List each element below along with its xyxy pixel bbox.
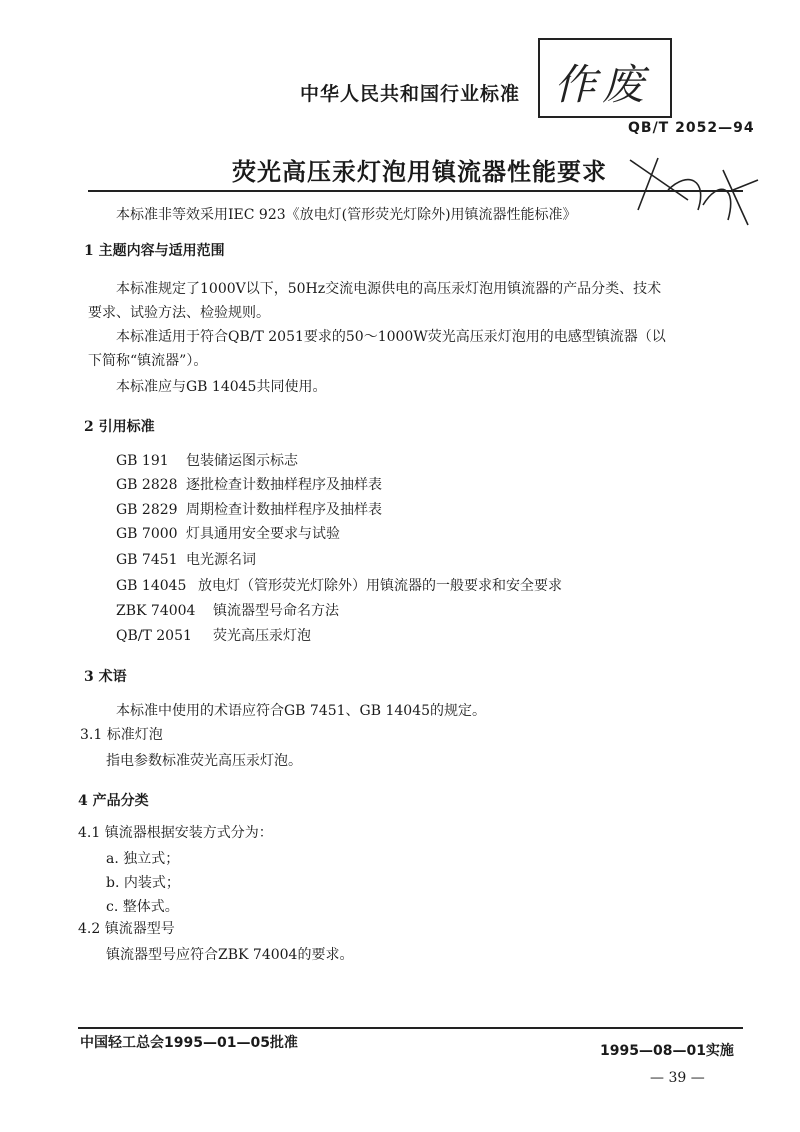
reference-title: 电光源名词 [186,552,256,568]
reference-code: QB/T 2051 [116,628,192,644]
standard-code: QB/T 2052—94 [628,120,755,136]
standard-category-title: 中华人民共和国行业标准 [300,83,521,105]
reference-title: 灯具通用安全要求与试验 [186,526,340,542]
section-3-1-heading: 3.1 标准灯泡 [80,727,163,743]
reference-item [116,625,311,645]
approval-date: 中国轻工总会1995—01—05批准 [80,1035,298,1051]
reference-item [116,549,256,569]
section-1-paragraph: 本标准应与GB 14045共同使用。 [116,379,327,395]
reference-title: 逐批检查计数抽样程序及抽样表 [186,477,382,493]
section-4-2-paragraph: 镇流器型号应符合ZBK 74004的要求。 [106,947,354,963]
reference-code: GB 191 [116,453,169,469]
stamp-text: 作废 [554,60,651,109]
reference-code: GB 14045 [116,578,187,594]
document-title: 荧光高压汞灯泡用镇流器性能要求 [232,158,607,186]
section-1-paragraph-cont: 下简称“镇流器”）。 [88,353,208,369]
reference-item [116,523,340,543]
section-1-heading: 1 主题内容与适用范围 [84,243,225,259]
reference-code: GB 7451 [116,552,178,568]
reference-item [116,575,562,595]
list-item: c. 整体式。 [106,899,179,915]
void-stamp [538,38,672,118]
section-1-paragraph: 本标准规定了1000V以下，50Hz交流电源供电的高压汞灯泡用镇流器的产品分类、技术 [116,281,662,297]
reference-item [116,499,382,519]
page-number: — 39 — [650,1070,705,1086]
list-item: b. 内装式； [106,875,180,891]
reference-title: 镇流器型号命名方法 [213,603,339,619]
section-4-1-heading: 4.1 镇流器根据安装方式分为： [78,825,273,841]
reference-title: 放电灯（管形荧光灯除外）用镇流器的一般要求和安全要求 [198,578,562,594]
reference-item [116,600,339,620]
section-1-paragraph: 本标准适用于符合QB/T 2051要求的50～1000W荧光高压汞灯泡用的电感型镇流器（以 [116,329,666,345]
reference-code: GB 7000 [116,526,178,542]
reference-title: 周期检查计数抽样程序及抽样表 [186,502,382,518]
reference-code: GB 2828 [116,477,178,493]
handwritten-signature [628,150,768,240]
header-rule [88,190,743,192]
reference-title: 包装储运图示标志 [186,453,298,469]
intro-text: 本标准非等效采用IEC 923《放电灯(管形荧光灯除外)用镇流器性能标准》 [116,207,577,223]
list-item: a. 独立式； [106,851,180,867]
section-1-paragraph-cont: 要求、试验方法、检验规则。 [88,305,270,321]
section-3-paragraph: 本标准中使用的术语应符合GB 7451、GB 14045的规定。 [116,703,487,719]
section-3-heading: 3 术语 [84,669,127,685]
section-4-2-heading: 4.2 镇流器型号 [78,921,175,937]
section-4-heading: 4 产品分类 [78,793,149,809]
reference-title: 荧光高压汞灯泡 [213,628,311,644]
effective-date: 1995—08—01实施 [600,1043,734,1059]
section-3-1-paragraph: 指电参数标准荧光高压汞灯泡。 [106,753,302,769]
reference-code: GB 2829 [116,502,178,518]
footer-rule [78,1027,743,1029]
reference-item [116,450,298,470]
section-2-heading: 2 引用标准 [84,419,155,435]
reference-item [116,474,382,494]
reference-code: ZBK 74004 [116,603,196,619]
